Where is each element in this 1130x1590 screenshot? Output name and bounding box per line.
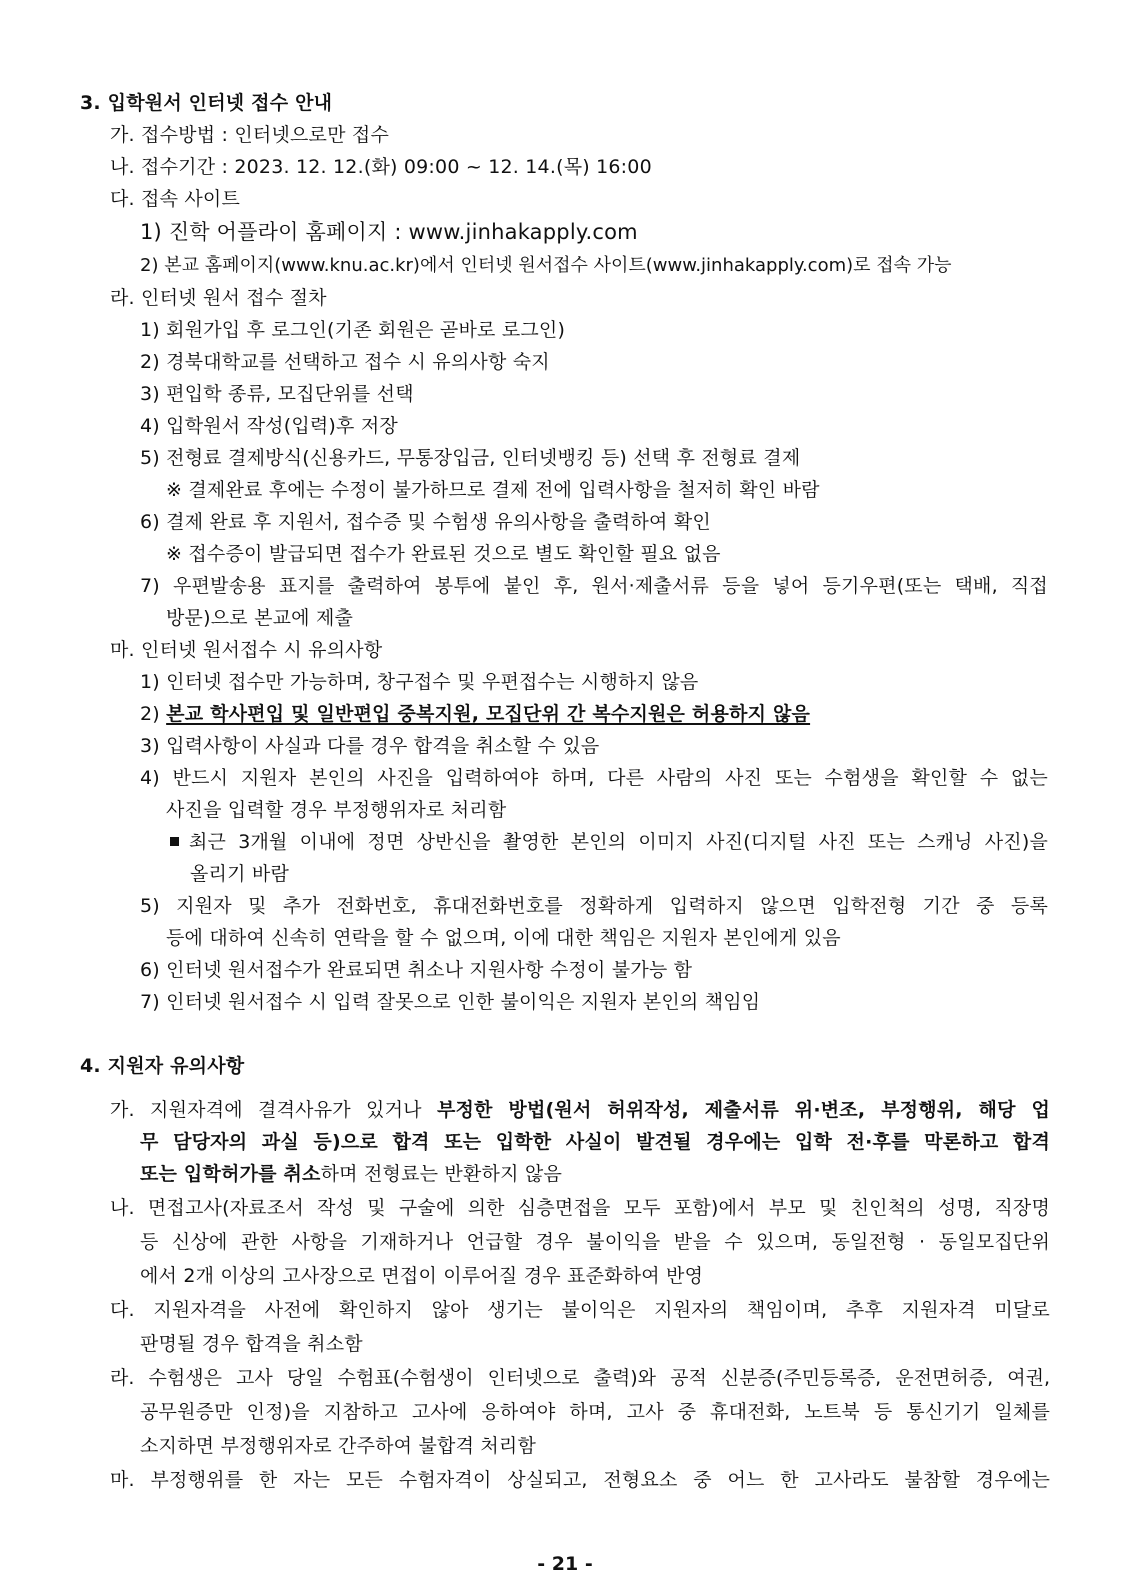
item-ma-5-line1: 5) 지원자 및 추가 전화번호, 휴대전화번호를 정확하게 입력하지 않으면 입학전형 기간 중 등록	[140, 895, 1048, 917]
item-ma-4-bullet-text: 최근 3개월 이내에 정면 상반신을 촬영한 본인의 이미지 사진(디지털 사진 또는 스캐닝 사진)을	[189, 831, 1048, 853]
s4-item-na-line1: 나. 면접고사(자료조서 작성 및 구술에 의한 심층면접을 모두 포함)에서 부모 및 친인척의 성명, 직장명	[110, 1197, 1050, 1219]
item-ra-2: 2) 경북대학교를 선택하고 접수 시 유의사항 숙지	[140, 351, 550, 373]
item-da: 다. 접속 사이트	[110, 188, 241, 210]
item-ma-4-bullet-line2: 올리기 바람	[190, 863, 290, 885]
s4-item-ma-line1: 마. 부정행위를 한 자는 모든 수험자격이 상실되고, 전형요소 중 어느 한 고사라도 불참할 경우에는	[110, 1469, 1050, 1491]
s4-item-da-line2: 판명될 경우 합격을 취소함	[140, 1333, 363, 1355]
item-ma-2-number: 2)	[140, 703, 167, 725]
section-4-title: 4. 지원자 유의사항	[80, 1055, 245, 1077]
item-ra-6: 6) 결제 완료 후 지원서, 접수증 및 수험생 유의사항을 출력하여 확인	[140, 511, 711, 533]
item-ma-4-bullet-line1	[166, 829, 1048, 855]
item-ga: 가. 접수방법 : 인터넷으로만 접수	[110, 124, 390, 146]
section-3-title: 3. 입학원서 인터넷 접수 안내	[80, 92, 333, 114]
item-ma-2-emphasis: 본교 학사편입 및 일반편입 중복지원, 모집단위 간 복수지원은 허용하지 않음	[166, 703, 811, 725]
item-ra-5-note: ※ 결제완료 후에는 수정이 불가하므로 결제 전에 입력사항을 철저히 확인 바람	[166, 479, 820, 501]
item-na: 나. 접수기간 : 2023. 12. 12.(화) 09:00 ~ 12. 14.(목) 16:00	[110, 156, 652, 178]
item-ra: 라. 인터넷 원서 접수 절차	[110, 287, 327, 309]
item-ra-6-note: ※ 접수증이 발급되면 접수가 완료된 것으로 별도 확인할 필요 없음	[166, 543, 721, 565]
s4-item-na-line3: 에서 2개 이상의 고사장으로 면접이 이루어질 경우 표준화하여 반영	[140, 1265, 704, 1287]
item-ra-3: 3) 편입학 종류, 모집단위를 선택	[140, 383, 414, 405]
item-ma: 마. 인터넷 원서접수 시 유의사항	[110, 639, 383, 661]
s4-item-ga-line2: 무 담당자의 과실 등)으로 합격 또는 입학한 사실이 발견될 경우에는 입학 전·후를 막론하고 합격	[140, 1131, 1050, 1153]
s4-item-ga-emphasis-3: 또는 입학허가를 취소	[140, 1163, 321, 1185]
s4-item-ga-line1	[110, 1097, 1050, 1123]
page-number: - 21 -	[537, 1553, 593, 1575]
item-ma-5-line2: 등에 대하여 신속히 연락을 할 수 없으며, 이에 대한 책임은 지원자 본인에게 있음	[166, 927, 841, 949]
item-ra-1: 1) 회원가입 후 로그인(기존 회원은 곧바로 로그인)	[140, 319, 566, 341]
s4-item-ra-line1: 라. 수험생은 고사 당일 수험표(수험생이 인터넷으로 출력)와 공적 신분증(주민등록증, 운전면허증, 여권,	[110, 1367, 1050, 1389]
s4-item-na-line2: 등 신상에 관한 사항을 기재하거나 언급할 경우 불이익을 받을 수 있으며, 동일전형 · 동일모집단위	[140, 1231, 1050, 1253]
item-ra-7-line1: 7) 우편발송용 표지를 출력하여 봉투에 붙인 후, 원서·제출서류 등을 넣어 등기우편(또는 택배, 직접	[140, 575, 1048, 597]
item-ma-6: 6) 인터넷 원서접수가 완료되면 취소나 지원사항 수정이 불가능 함	[140, 959, 693, 981]
s4-item-da-line1: 다. 지원자격을 사전에 확인하지 않아 생기는 불이익은 지원자의 책임이며, 추후 지원자격 미달로	[110, 1299, 1050, 1321]
s4-item-ga-line3	[140, 1161, 562, 1187]
square-bullet-icon	[170, 837, 179, 846]
item-da-1: 1) 진학 어플라이 홈페이지 : www.jinhakapply.com	[140, 220, 638, 244]
s4-item-ga-emphasis-1: 부정한 방법(원서 허위작성, 제출서류 위·변조, 부정행위, 해당 업	[436, 1099, 1050, 1121]
item-ma-4-line1: 4) 반드시 지원자 본인의 사진을 입력하여야 하며, 다른 사람의 사진 또는 수험생을 확인할 수 없는	[140, 767, 1048, 789]
item-ma-3: 3) 입력사항이 사실과 다를 경우 합격을 취소할 수 있음	[140, 735, 600, 757]
s4-item-ra-line3: 소지하면 부정행위자로 간주하여 불합격 처리함	[140, 1435, 537, 1457]
s4-item-ra-line2: 공무원증만 인정)을 지참하고 고사에 응하여야 하며, 고사 중 휴대전화, 노트북 등 통신기기 일체를	[140, 1401, 1050, 1423]
item-ma-4-line2: 사진을 입력할 경우 부정행위자로 처리함	[166, 799, 507, 821]
item-ra-4: 4) 입학원서 작성(입력)후 저장	[140, 415, 398, 437]
s4-item-ga-ending: 하며 전형료는 반환하지 않음	[320, 1163, 562, 1185]
item-ma-2	[140, 701, 810, 727]
item-ra-5: 5) 전형료 결제방식(신용카드, 무통장입금, 인터넷뱅킹 등) 선택 후 전형료 결제	[140, 447, 801, 469]
item-ma-1: 1) 인터넷 접수만 가능하며, 창구접수 및 우편접수는 시행하지 않음	[140, 671, 699, 693]
item-ra-7-line2: 방문)으로 본교에 제출	[166, 607, 354, 629]
s4-item-ga-intro: 가. 지원자격에 결격사유가 있거나	[110, 1099, 437, 1121]
item-da-2: 2) 본교 홈페이지(www.knu.ac.kr)에서 인터넷 원서접수 사이트(www.jinhakapply.com)로 접속 가능	[140, 255, 952, 276]
item-ma-7: 7) 인터넷 원서접수 시 입력 잘못으로 인한 불이익은 지원자 본인의 책임임	[140, 991, 761, 1013]
